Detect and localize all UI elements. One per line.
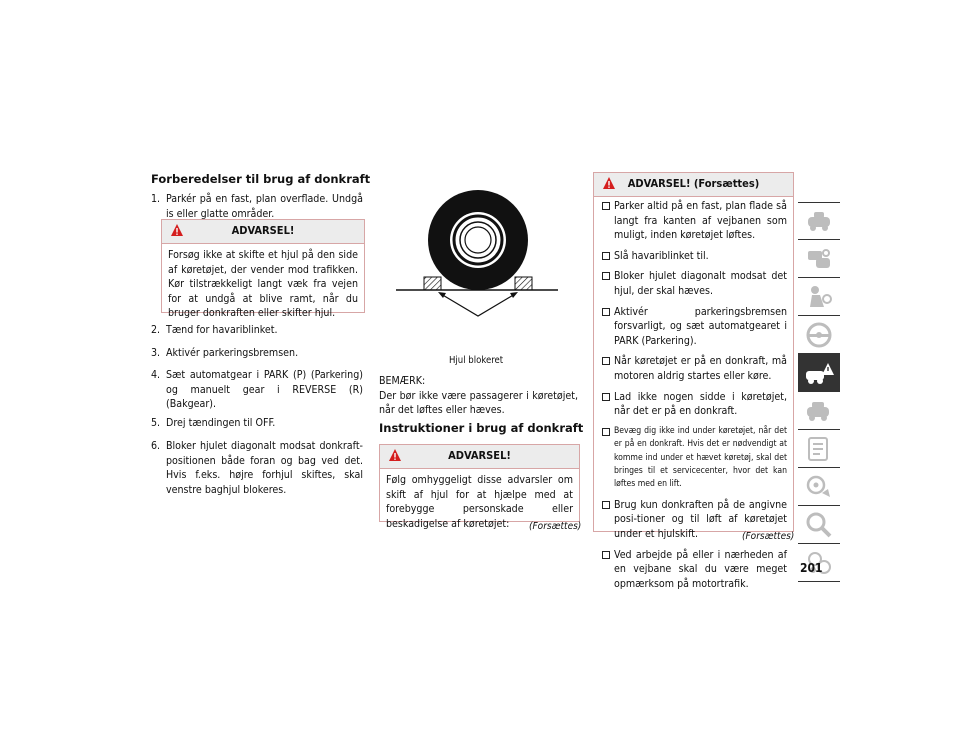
page-number: 201 bbox=[800, 561, 823, 575]
chapter-tab-car-keys[interactable] bbox=[798, 240, 840, 278]
warning-item: Når køretøjet er på en donkraft, må motoren aldrig startes eller køre. bbox=[600, 354, 787, 383]
chapter-tab-multimedia[interactable] bbox=[798, 468, 840, 506]
chapter-tab-car-service[interactable] bbox=[798, 392, 840, 430]
chapter-tab-roadside-warning[interactable] bbox=[798, 354, 840, 392]
continued-label: (Forsættes) bbox=[742, 531, 795, 542]
car-keys-icon bbox=[802, 243, 836, 275]
warning-title: ADVARSEL! bbox=[448, 449, 511, 462]
step-6: 6. Bloker hjulet diagonalt modsat donkraft-positionen både foran og bag ved det. Hvis f.eks. højre forhjul skiftes, skal venstre baghjul blokeres. bbox=[151, 440, 363, 496]
index-search-icon bbox=[802, 509, 836, 541]
note-text: Der bør ikke være passagerer i køretøjet, når det løftes eller hæves. bbox=[379, 389, 578, 417]
step-1: 1. Parkér på en fast, plan overflade. Undgå is eller glatte områder. bbox=[151, 193, 363, 220]
warning-item: Lad ikke nogen sidde i køretøjet, når det er på en donkraft. bbox=[600, 390, 787, 419]
chapter-tab-specifications[interactable] bbox=[798, 430, 840, 468]
multimedia-icon bbox=[802, 471, 836, 503]
warning-box-1 bbox=[161, 219, 365, 320]
roadside-warning-icon bbox=[802, 357, 836, 389]
chapter-tab-car-dashboard[interactable] bbox=[798, 202, 840, 240]
warning-body: Følg omhyggeligt disse advarsler om skift af hjul for at hjælpe med at forebygge personskade eller beskadigelse af køretøjet: bbox=[386, 474, 573, 530]
warning-item: Bloker hjulet diagonalt modsat det hjul, der skal hæves. bbox=[600, 269, 787, 298]
chapter-tab-steering-wheel[interactable] bbox=[798, 316, 840, 354]
warning-item: Ved arbejde på eller i nærheden af en vejbane skal du være meget opmærksom på motortrafik. bbox=[600, 548, 787, 592]
section-heading: Forberedelser til brug af donkraft bbox=[151, 172, 371, 186]
warning-body: Forsøg ikke at skifte et hjul på den side af køretøjet, der vender mod trafikken. Kør tilstrækkeligt langt væk fra vejen for at undgå at blive ramt, når du bruger donkraften eller skifter hjul. bbox=[168, 249, 358, 320]
warning-item: Aktivér parkeringsbremsen forsvarligt, og sæt automatgearet i PARK (Parkering). bbox=[600, 305, 787, 349]
car-service-icon bbox=[802, 395, 836, 427]
warning-header bbox=[162, 220, 364, 244]
warning-header bbox=[594, 173, 793, 197]
warning-item: Brug kun donkraften på de angivne posi-tioner og til løft af køretøjet under et hjulskift. bbox=[600, 498, 787, 542]
step-2: 2. Tænd for havariblinket. bbox=[151, 324, 278, 336]
step-5: 5. Drej tændingen til OFF. bbox=[151, 417, 276, 429]
car-safety-icon bbox=[802, 281, 836, 313]
specifications-icon bbox=[802, 433, 836, 465]
chapter-tab-car-safety[interactable] bbox=[798, 278, 840, 316]
warning-title: ADVARSEL! (Forsættes) bbox=[627, 177, 760, 190]
warning-header bbox=[380, 445, 579, 469]
section2-heading: Instruktioner i brug af donkraft bbox=[379, 421, 584, 435]
figure-caption: Hjul blokeret bbox=[449, 355, 504, 366]
step-4: 4. Sæt automatgear i PARK (P) (Parkering) og manuelt gear i REVERSE (R) (Bakgear). bbox=[151, 369, 363, 411]
step-3: 3. Aktivér parkeringsbremsen. bbox=[151, 347, 299, 359]
wheel-blocked-illustration bbox=[394, 190, 560, 320]
continued-label: (Forsættes) bbox=[529, 521, 582, 532]
note-label: BEMÆRK: bbox=[379, 375, 426, 387]
warning-item: Parker altid på en fast, plan flade så langt fra kanten af vejbanen som muligt, inden køretøjet løftes. bbox=[600, 199, 787, 243]
car-dashboard-icon bbox=[802, 205, 836, 237]
warning-item: Slå havariblinket til. bbox=[600, 249, 787, 264]
warning-title: ADVARSEL! bbox=[231, 224, 295, 237]
chapter-tab-index-search[interactable] bbox=[798, 506, 840, 544]
warning-box-3 bbox=[593, 172, 794, 590]
note bbox=[379, 374, 578, 418]
warning-item: Bevæg dig ikke ind under køretøjet, når det er på en donkraft. Hvis det er nødvendigt at komme ind under et hævet køretøj, skal det bringes til et servicecenter, hvor det kan løftes med en lift. bbox=[600, 425, 787, 492]
steering-wheel-icon bbox=[802, 319, 836, 351]
